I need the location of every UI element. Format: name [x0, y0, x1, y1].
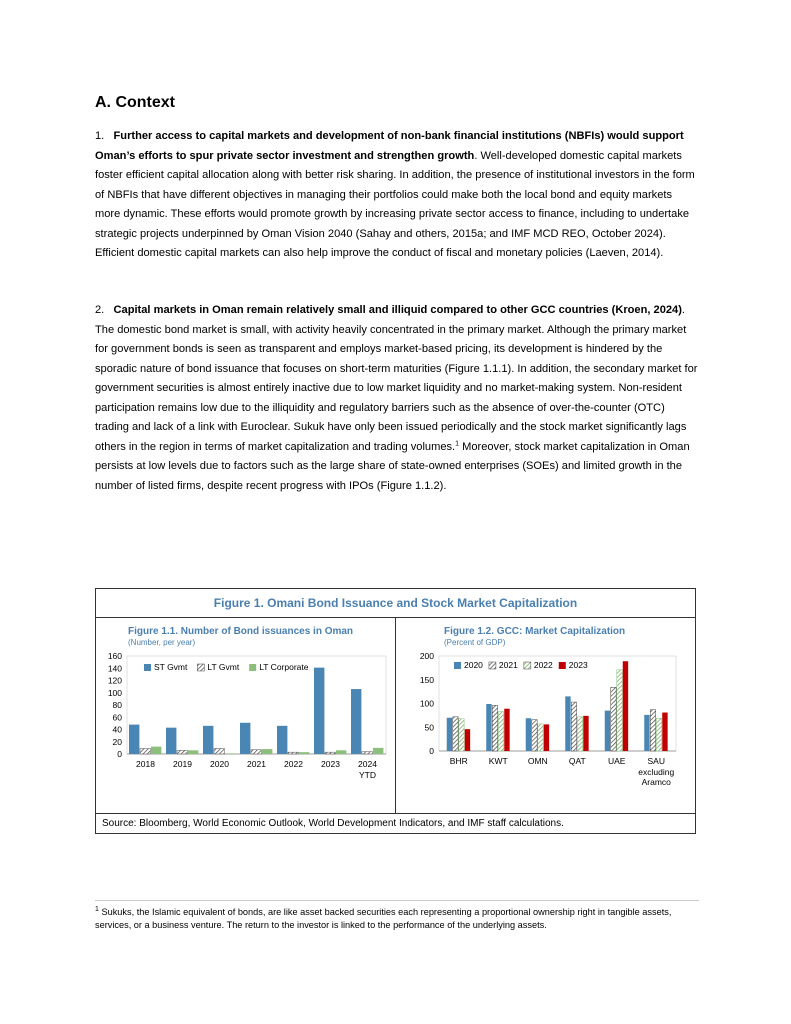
bar: [623, 661, 628, 751]
paragraph-body: . The domestic bond market is small, with activity heavily concentrated in the primary market. Although the primary market for government bonds is seen as transparent and employs market-based pricing, its development is hindered by the sporadic nature of bond issuance that focuses on short-term maturities (Figure 1.1.1). In addition, the secondary market for government securities is almost entirely inactive due to low market liquidity and no market-making system. Non-resident participation remains low due to the illiquidity and regulatory barriers such as the absence of over-the-counter (OTC) trading and lack of a link with Euroclear. Sukuk have only been issued periodically and the stock market significantly lags others in the region in terms of market capitalization and trading volumes.: [95, 304, 698, 453]
bar: [373, 748, 383, 754]
x-tick-label: 2023: [321, 759, 340, 769]
x-tick-label: QAT: [568, 756, 586, 766]
bar: [351, 689, 361, 754]
bar: [532, 720, 537, 751]
y-tick-label: 0: [117, 749, 122, 759]
y-tick-label: 60: [112, 712, 122, 723]
y-tick-label: 120: [107, 675, 122, 686]
chart-subtitle: (Number, per year): [128, 638, 196, 647]
paragraph-body: . Well-developed domestic capital markets foster efficient capital allocation along with better risk sharing. In addition, the presence of institutional investors in the form of NBFIs that have different objectives in managing their portfolios could make both the local bond and equity markets more dynamic. These efforts would promote growth by increasing private sector access to finance, including to undertake strategic projects underpinned by Oman Vision 2040 (Sahay and others, 2015a; and IMF MCD REO, October 2024). Efficient domestic capital markets can also help improve the conduct of fiscal and monetary policies (Laeven, 2014).: [95, 149, 695, 259]
x-tick-label: 2019: [173, 759, 192, 769]
bar: [571, 702, 576, 751]
legend-swatch: [249, 664, 256, 671]
legend-label: LT Gvmt: [207, 662, 240, 672]
x-tick-label: UAE: [608, 756, 626, 766]
y-tick-label: 100: [107, 687, 122, 698]
bar: [611, 687, 616, 751]
legend-label: ST Gvmt: [154, 662, 188, 672]
bar: [262, 749, 272, 754]
bar: [459, 719, 464, 751]
x-tick-label: SAU: [647, 756, 665, 766]
bar: [583, 716, 588, 751]
bar: [277, 726, 287, 754]
paragraph-number: 1.: [95, 130, 105, 142]
x-tick-sublabel: Aramco: [641, 777, 671, 787]
chart-title: Figure 1.2. GCC: Market Capitalization: [444, 626, 626, 637]
bar: [314, 668, 324, 754]
x-tick-label: KWT: [488, 756, 508, 766]
bar: [188, 750, 198, 754]
section-heading: A. Context: [95, 94, 175, 111]
x-tick-label: 2024: [358, 759, 377, 769]
bar: [288, 752, 298, 754]
bar: [336, 750, 346, 754]
paragraph-body-cont: Moreover, stock market capitalization in Oman persists at low levels due to factors such as the large share of state-owned enterprises (SOEs) and limited growth in the number of listed firms, despite recent progress with IPOs (Figure 1.1.2).: [95, 440, 690, 492]
bar: [447, 718, 452, 751]
y-tick-label: 0: [429, 746, 434, 756]
legend-label: 2021: [498, 660, 518, 670]
bar: [362, 752, 372, 754]
bar: [151, 747, 161, 754]
chart-title: Figure 1.1. Number of Bond issuances in Oman: [128, 626, 354, 637]
bar: [644, 715, 649, 751]
bar: [662, 713, 667, 751]
plot-area: [439, 656, 676, 751]
market-cap-chart: [396, 618, 695, 813]
y-tick-label: 140: [107, 663, 122, 674]
bar: [166, 728, 176, 754]
figure-box: [95, 588, 696, 834]
x-tick-sublabel: excluding: [638, 767, 675, 777]
footnote-ref[interactable]: 1: [455, 439, 460, 447]
paragraph-2: [95, 301, 699, 496]
bar: [526, 718, 531, 751]
legend-swatch: [454, 662, 461, 669]
bar: [453, 717, 458, 751]
x-tick-label: OMN: [527, 756, 548, 766]
paragraph-lead: Further access to capital markets and development of non-bank financial institutions (NBFIs) would support Oman’s efforts to spur private sector investment and strengthen growth: [95, 130, 684, 162]
bar: [492, 705, 497, 751]
paragraph-lead: Capital markets in Oman remain relatively small and illiquid compared to other GCC countries (Kroen, 2024): [113, 304, 682, 316]
footnote-text: Sukuks, the Islamic equivalent of bonds, are like asset backed securities each representing a proportional ownership right in tangible assets, services, or a business venture. The return to the investor is linked to the performance of the underlying assets.: [95, 907, 672, 930]
legend-swatch: [489, 662, 496, 669]
footnote-rule: [95, 900, 699, 901]
y-tick-label: 160: [107, 651, 122, 661]
bar: [650, 710, 655, 751]
y-tick-label: 20: [112, 736, 122, 747]
x-tick-label: 2022: [284, 759, 303, 769]
legend-label: 2023: [568, 660, 588, 670]
bar: [486, 704, 491, 751]
bar: [617, 670, 622, 751]
y-tick-label: 50: [424, 722, 434, 733]
bar: [504, 709, 509, 751]
y-tick-label: 150: [419, 674, 434, 685]
bar: [225, 753, 235, 754]
bar: [465, 729, 470, 751]
chart-subtitle: (Percent of GDP): [444, 638, 506, 647]
x-tick-label: 2020: [210, 759, 229, 769]
legend-swatch: [144, 664, 151, 671]
bar: [140, 748, 150, 754]
figure-source: Source: Bloomberg, World Economic Outlook, World Development Indicators, and IMF staff calculations.: [96, 813, 695, 833]
y-tick-label: 100: [419, 698, 434, 709]
footnote-number: 1: [95, 905, 99, 913]
legend-swatch: [559, 662, 566, 669]
y-tick-label: 40: [112, 724, 122, 735]
legend-label: 2022: [533, 660, 553, 670]
bar: [177, 750, 187, 754]
bar: [214, 748, 224, 754]
legend-swatch: [197, 664, 204, 671]
bar: [240, 723, 250, 754]
bar: [498, 712, 503, 751]
legend-swatch: [524, 662, 531, 669]
legend-label: 2020: [464, 660, 483, 670]
bond-issuance-chart: [96, 618, 395, 813]
legend-label: LT Corporate: [259, 662, 309, 672]
paragraph-1: [95, 127, 699, 264]
bar: [325, 752, 335, 754]
figure-title: Figure 1. Omani Bond Issuance and Stock Market Capitalization: [96, 589, 695, 618]
x-tick-sublabel: YTD: [359, 770, 376, 780]
bar: [299, 752, 309, 754]
bar: [577, 717, 582, 751]
bar: [251, 750, 261, 754]
footnote: [95, 906, 699, 932]
x-tick-label: 2021: [247, 759, 266, 769]
bar: [203, 726, 213, 754]
bar: [538, 724, 543, 751]
x-tick-label: BHR: [449, 756, 468, 766]
x-tick-label: 2018: [136, 759, 155, 769]
y-tick-label: 80: [112, 700, 122, 710]
bar: [656, 718, 661, 751]
paragraph-number: 2.: [95, 304, 105, 316]
y-tick-label: 200: [419, 651, 434, 661]
bar: [129, 725, 139, 754]
bar: [605, 711, 610, 751]
bar: [544, 724, 549, 751]
bar: [565, 696, 570, 751]
